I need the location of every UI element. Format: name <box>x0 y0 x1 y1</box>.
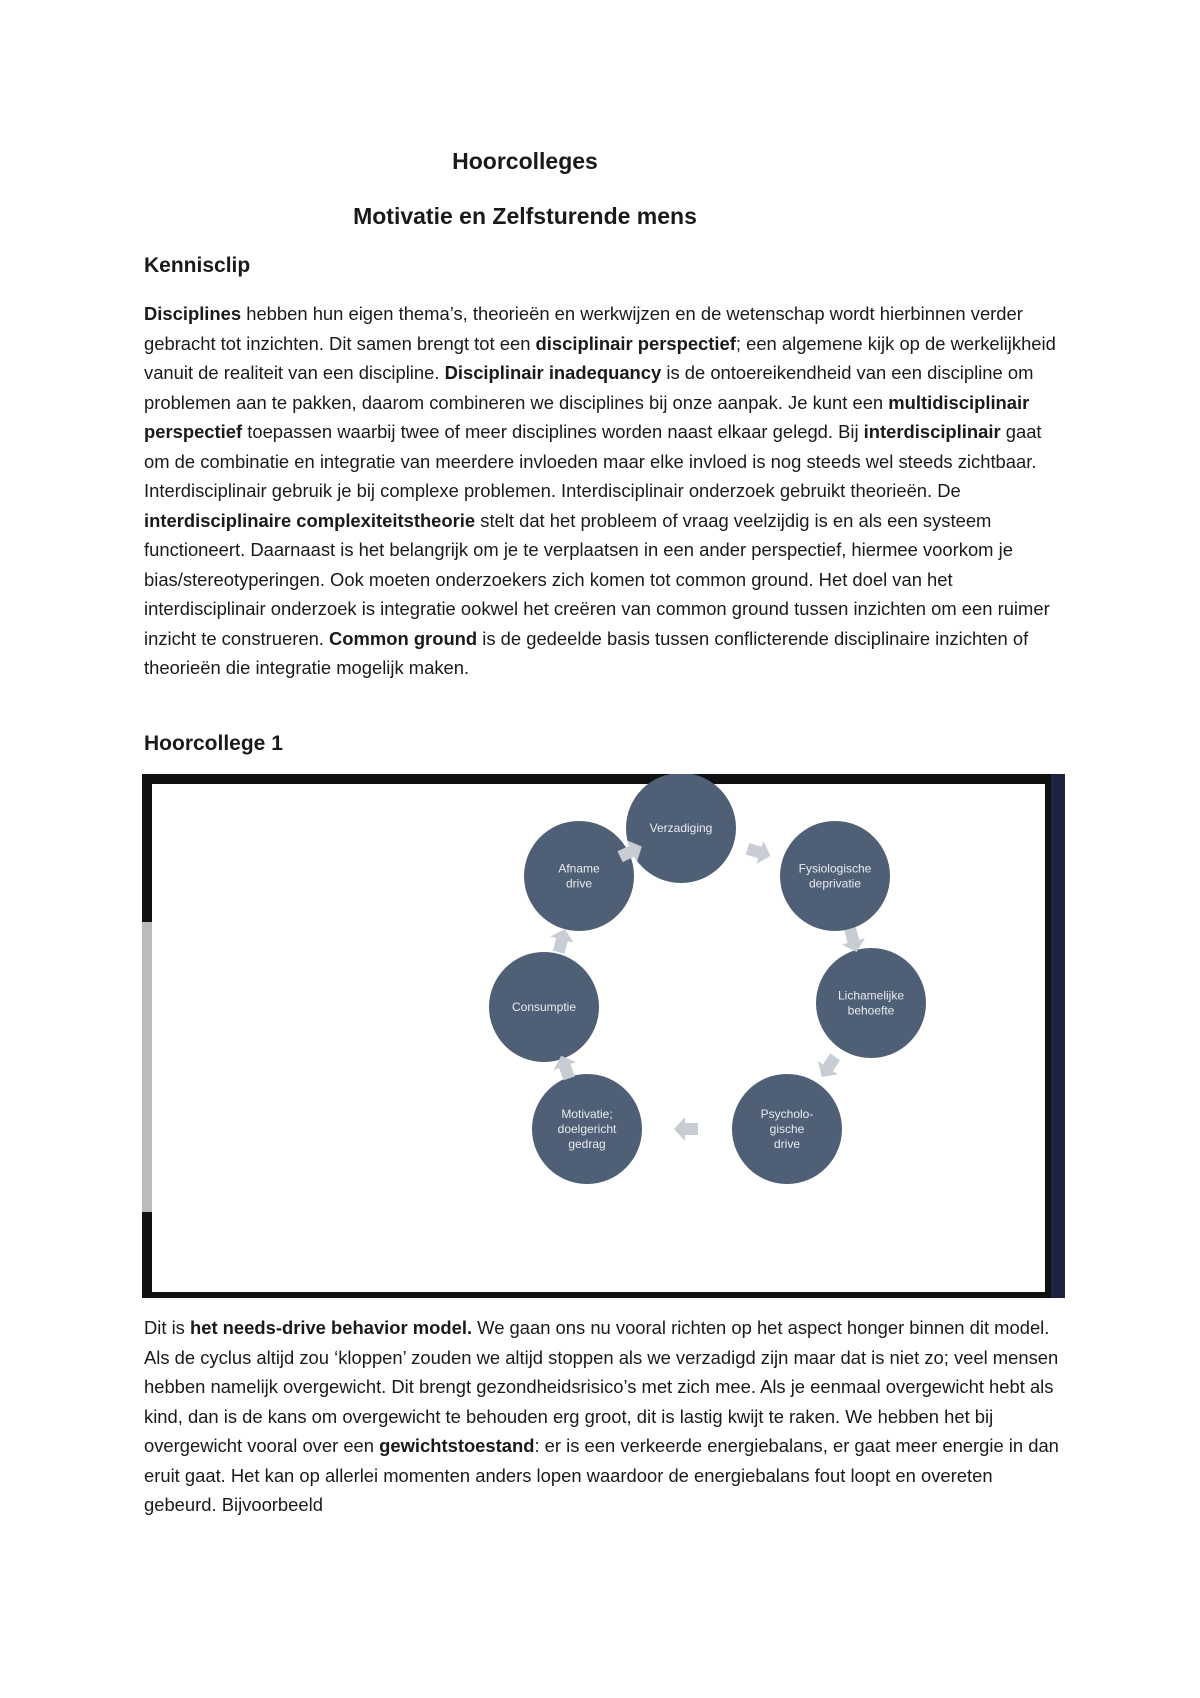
cycle-node <box>732 1074 842 1184</box>
bold-term: multidisciplinair perspectief <box>144 391 1030 442</box>
needs-drive-paragraph <box>144 1313 1069 1520</box>
cycle-node-label: Afname <box>558 861 600 876</box>
bold-term: gewichtstoestand <box>379 1435 535 1456</box>
cycle-node-label: Motivatie; <box>561 1107 613 1121</box>
bold-term: Disciplines <box>144 303 242 324</box>
text-run: toepassen waarbij twee of meer disciplines worden naast elkaar gelegd. Bij <box>242 421 864 442</box>
cycle-node-label: deprivatie <box>808 876 862 891</box>
cycle-node-label: Psycholo- <box>760 1107 814 1121</box>
cycle-node <box>780 821 890 931</box>
text-run: ; een algemene kijk op de werkelijkheid vanuit de realiteit van een discipline. <box>144 332 1056 383</box>
bold-term: interdisciplinaire complexiteitstheorie <box>144 509 476 531</box>
cycle-node-label: Lichamelijke <box>837 988 905 1003</box>
cycle-node-label: doelgericht <box>557 1122 617 1136</box>
document-subtitle: Motivatie en Zelfsturende mens <box>353 203 697 229</box>
cycle-node-label: Fysiologische <box>798 861 872 876</box>
text-run: Dit is <box>144 1317 190 1338</box>
section-heading-kennisclip: Kennisclip <box>144 254 251 277</box>
section-heading-hoorcollege-1: Hoorcollege 1 <box>144 732 283 755</box>
cycle-node-label: Verzadiging <box>649 821 713 835</box>
cycle-node <box>816 948 926 1058</box>
text-run: : er is een verkeerde energiebalans, er gaat meer energie in dan eruit gaat. Het kan op allerlei momenten anders lopen waardoor de energiebalans fout loopt en overeten gebeurd. Bijvoorbeeld <box>144 1435 1059 1515</box>
cycle-node <box>489 952 599 1062</box>
bold-term: interdisciplinair <box>863 421 1001 442</box>
cycle-node-label: gedrag <box>568 1137 606 1151</box>
text-run: is de gedeelde basis tussen conflicterende disciplinaire inzichten of theorieën die integratie mogelijk maken. <box>144 627 1029 678</box>
cycle-node-label: drive <box>773 1137 801 1151</box>
document-title: Hoorcolleges <box>452 148 598 174</box>
text-run: We gaan ons nu vooral richten op het aspect honger binnen dit model. Als de cyclus altijd zou ‘kloppen’ zouden we altijd stoppen als we verzadigd zijn maar dat is niet zo; veel mensen hebben namelijk overgewicht. Dit brengt gezondheidsrisico’s met zich mee. Als je eenmaal overgewicht hebt als kind, dan is de kans om overgewicht te behouden erg groot, dit is lastig kwijt te raken. We hebben het bij overgewicht vooral over een <box>144 1317 1059 1456</box>
cycle-node-label: gische <box>769 1122 805 1136</box>
needs-drive-diagram <box>142 774 1065 1298</box>
text-run: hebben hun eigen thema’s, theorieën en werkwijzen en de wetenschap wordt hierbinnen verder gebracht tot inzichten. Dit samen brengt tot een <box>144 303 1023 354</box>
cycle-node-label: Consumptie <box>511 1000 577 1014</box>
cycle-node <box>532 1074 642 1184</box>
cycle-node <box>626 774 736 883</box>
cycle-node <box>524 821 634 931</box>
kennisclip-paragraph <box>144 299 1069 683</box>
bold-term: disciplinair perspectief <box>535 332 736 354</box>
cycle-node-label: drive <box>565 876 593 891</box>
bold-term: Disciplinair inadequancy <box>444 362 662 383</box>
cycle-node-label: behoefte <box>847 1003 895 1018</box>
diagram-left-strip <box>142 922 152 1212</box>
diagram-right-strip <box>1051 774 1065 1298</box>
text-run: is de ontoereikendheid van een discipline om problemen aan te pakken, daarom combineren we disciplines bij onze aanpak. Je kunt een <box>144 362 1034 413</box>
bold-term: het needs-drive behavior model. <box>189 1317 473 1338</box>
bold-term: Common ground <box>329 627 478 649</box>
text-run: stelt dat het probleem of vraag veelzijdig is en als een systeem functioneert. Daarnaast is het belangrijk om je te verplaatsen in een ander perspectief, hiermee voorkom je bias/stereotyperingen. Ook moeten onderzoekers zich komen tot common ground. Het doel van het interdisciplinair onderzoek is integratie ookwel het creëren van common ground tussen inzichten om een ruimer inzicht te construeren. <box>144 509 1050 649</box>
text-run: gaat om de combinatie en integratie van meerdere invloeden maar elke invloed is nog steeds wel steeds zichtbaar. Interdisciplinair gebruik je bij complexe problemen. Interdisciplinair onderzoek gebruikt theorieën. De <box>144 421 1042 501</box>
